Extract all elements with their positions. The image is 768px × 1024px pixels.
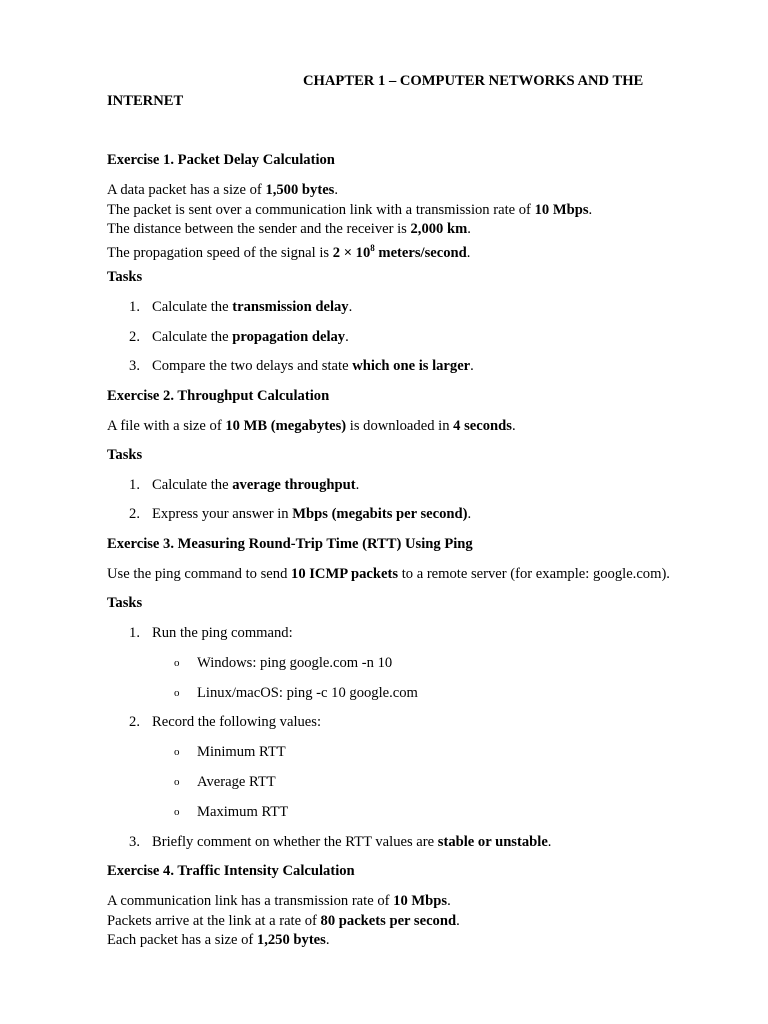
list-number: 1.	[129, 625, 140, 641]
text: .	[467, 506, 472, 522]
bold-text: 1,250 bytes	[256, 932, 326, 948]
text: Packets arrive at the link at a rate of	[107, 913, 321, 929]
bullet-icon: o	[174, 776, 180, 788]
sub-list-text: Minimum RTT	[197, 744, 286, 760]
bold-text: 4 seconds	[453, 418, 512, 434]
list-number: 1.	[129, 299, 140, 315]
text: The propagation speed of the signal is	[107, 244, 333, 261]
bold-text: 10 ICMP packets	[291, 566, 399, 582]
text: .	[511, 418, 516, 434]
bold-text: transmission delay	[232, 299, 349, 315]
exercise-4-paragraph-line	[107, 892, 451, 911]
list-number: 3.	[129, 358, 140, 374]
exercise-1-paragraph-line	[107, 181, 338, 200]
chapter-title-line2: INTERNET	[107, 93, 184, 109]
bold-text: 2 × 10	[332, 244, 371, 261]
text: .	[334, 182, 339, 198]
superscript: 8	[370, 243, 375, 253]
text: is downloaded in	[346, 418, 454, 434]
text: A data packet has a size of	[107, 182, 266, 198]
bold-text: meters/second	[374, 244, 467, 261]
bullet-icon: o	[174, 746, 180, 758]
tasks-label: Tasks	[107, 595, 143, 611]
bullet-icon: o	[174, 657, 180, 669]
bold-text: 10 Mbps	[534, 202, 589, 218]
bold-text: average throughput	[232, 477, 356, 493]
text: to a remote server (for example: google.com).	[398, 566, 670, 582]
exercise-4-heading: Exercise 4. Traffic Intensity Calculation	[107, 863, 355, 879]
list-number: 1.	[129, 477, 140, 493]
exercise-2-heading: Exercise 2. Throughput Calculation	[107, 388, 330, 404]
text: Each packet has a size of	[107, 932, 257, 948]
sub-list-text: Maximum RTT	[197, 804, 289, 820]
text: Use the ping command to send	[107, 566, 292, 582]
chapter-title-line1: CHAPTER 1 – COMPUTER NETWORKS AND THE	[303, 73, 644, 89]
exercise-4-paragraph-line	[107, 912, 460, 931]
bold-text: 80 packets per second	[320, 913, 457, 929]
exercise-2-paragraph-line	[107, 417, 516, 436]
sub-list-text: Linux/macOS: ping -c 10 google.com	[197, 685, 418, 701]
tasks-label: Tasks	[107, 447, 143, 463]
text: Briefly comment on whether the RTT values are	[152, 834, 438, 850]
tasks-label: Tasks	[107, 269, 143, 285]
list-text: Run the ping command:	[152, 625, 293, 641]
text: A file with a size of	[107, 418, 226, 434]
list-number: 2.	[129, 714, 140, 730]
text: .	[588, 202, 593, 218]
exercise-3-heading: Exercise 3. Measuring Round-Trip Time (RTT) Using Ping	[107, 536, 473, 552]
bold-text: stable or unstable	[437, 834, 548, 850]
bullet-icon: o	[174, 687, 180, 699]
exercise-1-paragraph-line	[107, 239, 470, 263]
list-number: 2.	[129, 329, 140, 345]
text: .	[467, 221, 471, 237]
text: .	[466, 244, 471, 261]
text: Compare the two delays and state	[152, 358, 353, 374]
list-number: 3.	[129, 834, 140, 850]
text: .	[355, 477, 360, 493]
bold-text: 10 MB (megabytes)	[225, 418, 347, 434]
text: .	[547, 834, 552, 850]
bold-text: 1,500 bytes	[265, 182, 335, 198]
text: .	[325, 932, 330, 948]
text: A communication link has a transmission rate of	[107, 893, 394, 909]
exercise-1-heading: Exercise 1. Packet Delay Calculation	[107, 152, 335, 168]
list-text: Record the following values:	[152, 714, 322, 730]
bold-text: Mbps (megabits per second)	[292, 506, 468, 522]
text: .	[348, 299, 353, 315]
bullet-icon: o	[174, 806, 180, 818]
text: .	[456, 913, 460, 929]
sub-list-text: Windows: ping google.com -n 10	[197, 655, 393, 671]
text: The distance between the sender and the receiver is	[107, 221, 411, 237]
exercise-1-paragraph-line	[107, 201, 592, 220]
exercise-1-paragraph-line	[107, 220, 471, 239]
text: Express your answer in	[152, 506, 293, 522]
text: Calculate the	[152, 477, 233, 493]
text: Calculate the	[152, 299, 233, 315]
list-number: 2.	[129, 506, 140, 522]
text: .	[447, 893, 451, 909]
bold-text: 10 Mbps	[393, 893, 448, 909]
exercise-4-paragraph-line	[107, 931, 330, 950]
bold-text: 2,000 km	[410, 221, 468, 237]
bold-text: propagation delay	[232, 329, 346, 345]
bold-text: which one is larger	[352, 358, 471, 374]
text: .	[345, 329, 349, 345]
text: The packet is sent over a communication link with a transmission rate of	[107, 202, 535, 218]
text: .	[470, 358, 474, 374]
text: Calculate the	[152, 329, 233, 345]
sub-list-text: Average RTT	[197, 774, 276, 790]
exercise-3-paragraph-line	[107, 565, 670, 584]
